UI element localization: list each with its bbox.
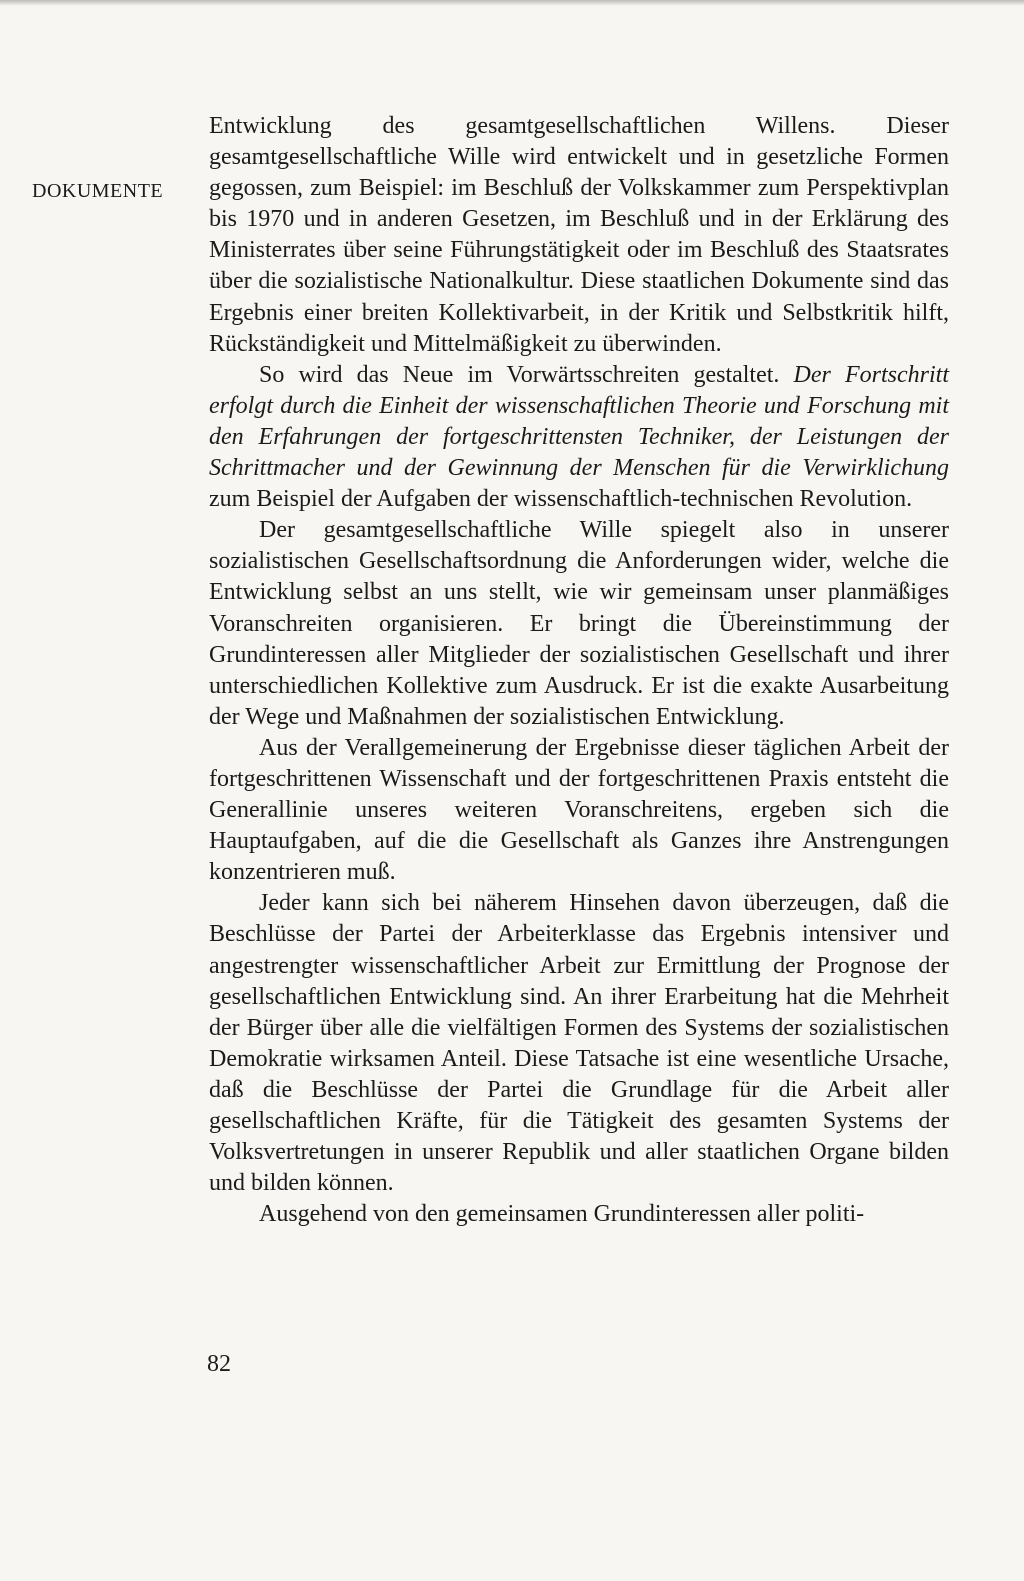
paragraph	[209, 733, 949, 888]
paragraph-text: zum Beispiel der Aufgaben der wissenschaftlich-technischen Revolution.	[209, 486, 913, 513]
body-text	[209, 111, 949, 1230]
paragraph	[209, 515, 949, 733]
paragraph	[209, 111, 949, 360]
paragraph-text: So wird das Neue im Vorwärtsschreiten gestaltet.	[259, 361, 794, 388]
page-number: 82	[207, 1351, 231, 1377]
paragraph	[209, 360, 949, 515]
paragraph	[209, 1199, 949, 1230]
paragraph-text: Entwicklung des gesamtgesellschaftlichen Willens. Dieser gesamtgesellschaftliche Wille wird entwickelt und in gesetzliche Formen gegossen, zum Beispiel: im Beschluß der Volkskammer zum Perspektivplan bis 1970 und in anderen Gesetzen, im Beschluß und in der Erklärung des Ministerrates über seine Führungstätigkeit oder im Beschluß des Staatsrates über die sozialistische Nationalkultur. Diese staatlichen Dokumente sind das Ergebnis einer breiten Kollektivarbeit, in der Kritik und Selbstkritik hilft, Rückständigkeit und Mittelmäßigkeit zu überwinden.	[209, 113, 949, 357]
margin-label: DOKUMENTE	[32, 180, 164, 202]
page-top-edge	[0, 0, 1024, 6]
paragraph-text: Jeder kann sich bei näherem Hinsehen davon überzeugen, daß die Beschlüsse der Partei der Arbeiterklasse das Ergebnis intensiver und angestrengter wissenschaftlicher Arbeit zur Ermittlung der Prognose der gesellschaftlichen Entwicklung sind. An ihrer Erarbeitung hat die Mehrheit der Bürger über alle die vielfältigen Formen des Systems der sozialistischen Demokratie wirksamen Anteil. Diese Tatsache ist eine wesentliche Ursache, daß die Beschlüsse der Partei die Grundlage für die Arbeit aller gesellschaftlichen Kräfte, für die Tätigkeit des gesamten Systems der Volksvertretungen in unserer Republik und aller staatlichen Organe bilden und bilden können.	[209, 890, 949, 1197]
paragraph-italic-text: Der Fortschritt erfolgt durch die Einheit der wissenschaftlichen Theorie und Forschung mit den Erfahrungen der fortgeschrittensten Techniker, der Leistungen der Schrittmacher und der Gewinnung der Menschen für die Verwirklichung	[209, 361, 949, 482]
paragraph	[209, 888, 949, 1199]
paragraph-text: Der gesamtgesellschaftliche Wille spiegelt also in unserer sozialistischen Gesellschaftsordnung die Anforderungen wider, welche die Entwicklung selbst an uns stellt, wie wir gemeinsam unser planmäßiges Voranschreiten organisieren. Er bringt die Übereinstimmung der Grundinteressen aller Mitglieder der sozialistischen Gesellschaft und ihrer unterschiedlichen Kollektive zum Ausdruck. Er ist die exakte Ausarbeitung der Wege und Maßnahmen der sozialistischen Entwicklung.	[209, 517, 949, 730]
paragraph-text: Ausgehend von den gemeinsamen Grundinteressen aller politi-	[259, 1201, 865, 1228]
paragraph-text: Aus der Verallgemeinerung der Ergebnisse dieser täglichen Arbeit der fortgeschrittenen Wissenschaft und der fortgeschrittenen Praxis entsteht die Generallinie unseres weiteren Voranschreitens, ergeben sich die Hauptaufgaben, auf die die Gesellschaft als Ganzes ihre Anstrengungen konzentrieren muß.	[209, 734, 949, 886]
